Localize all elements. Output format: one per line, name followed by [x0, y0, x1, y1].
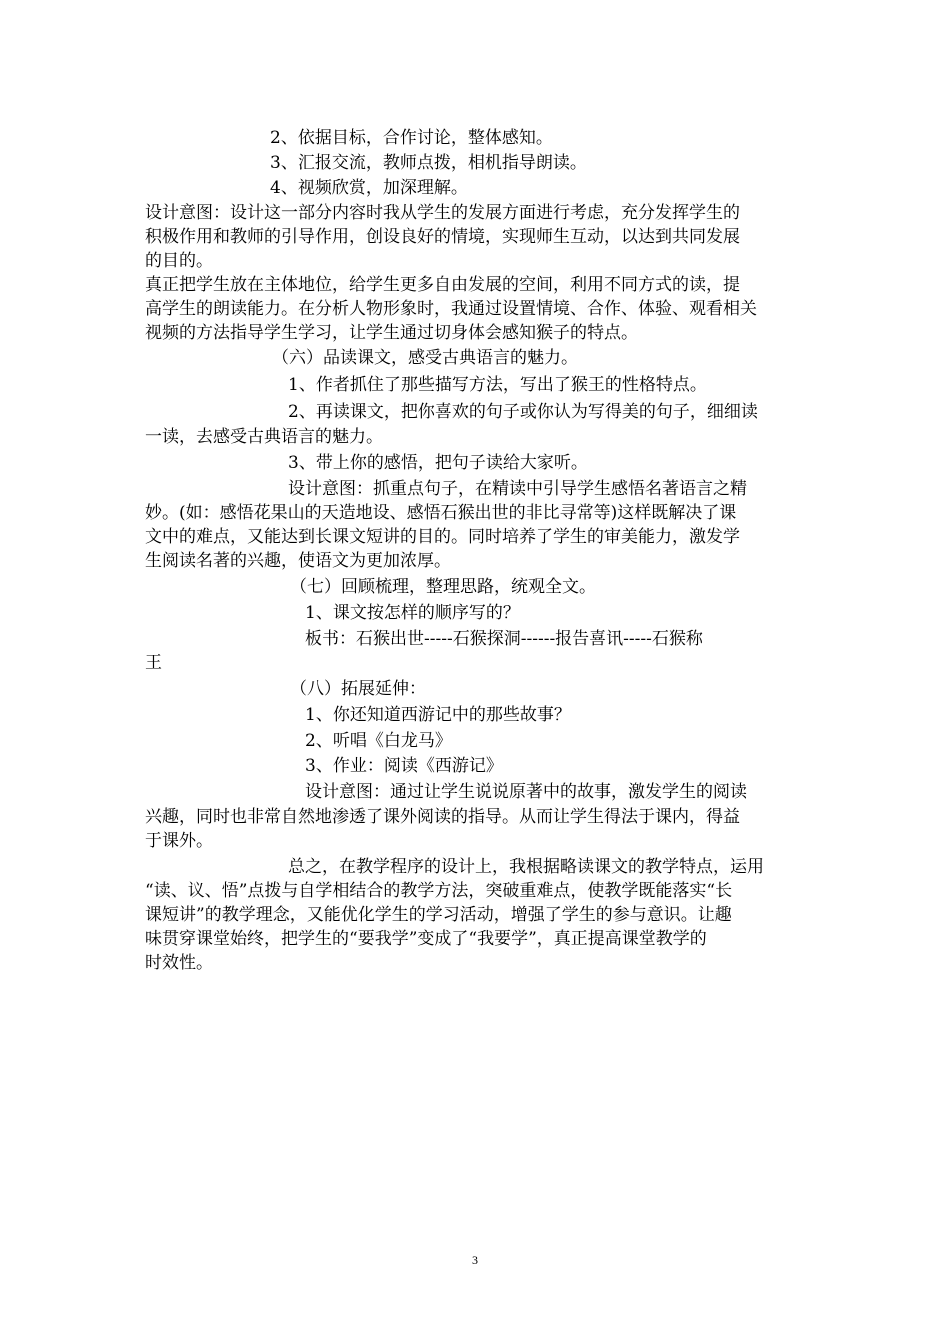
- text-line: 于课外。: [145, 831, 213, 851]
- text-line: 2、再读课文，把你喜欢的句子或你认为写得美的句子，细细读: [288, 402, 758, 422]
- text-line: 4、视频欣赏，加深理解。: [270, 178, 468, 198]
- text-line: 1、你还知道西游记中的那些故事？: [305, 705, 571, 725]
- text-line: 3、带上你的感悟，把句子读给大家听。: [288, 453, 588, 473]
- text-line: 视频的方法指导学生学习，让学生通过切身体会感知猴子的特点。: [145, 323, 638, 343]
- text-line: 1、课文按怎样的顺序写的？: [305, 603, 520, 623]
- text-line: 时效性。: [145, 953, 213, 973]
- text-line: 味贯穿课堂始终，把学生的“要我学”变成了“我要学”，真正提高课堂教学的: [145, 929, 707, 949]
- text-line: “读、议、悟”点拨与自学相结合的教学方法，突破重难点，使教学既能落实“长: [145, 881, 733, 901]
- text-line: 2、听唱《白龙马》: [305, 731, 452, 751]
- text-line: 板书：石猴出世-----石猴探洞------报告喜讯-----石猴称: [305, 629, 703, 649]
- text-line: 积极作用和教师的引导作用，创设良好的情境，实现师生互动，以达到共同发展: [145, 227, 740, 247]
- text-line: 妙。(如：感悟花果山的天造地设、感悟石猴出世的非比寻常等)这样既解决了课: [145, 503, 737, 523]
- text-line: 1、作者抓住了那些描写方法，写出了猴王的性格特点。: [288, 375, 707, 395]
- text-line: 设计意图：通过让学生说说原著中的故事，激发学生的阅读: [305, 782, 747, 802]
- text-line: 文中的难点，又能达到长课文短讲的目的。同时培养了学生的审美能力，激发学: [145, 527, 740, 547]
- text-line: 课短讲”的教学理念，又能优化学生的学习活动，增强了学生的参与意识。让趣: [145, 905, 732, 925]
- text-line: 王: [145, 653, 162, 673]
- text-line: 一读，去感受古典语言的魅力。: [145, 427, 383, 447]
- text-line: 的目的。: [145, 251, 213, 271]
- section-heading: （六）品读课文，感受古典语言的魅力。: [272, 348, 578, 368]
- text-line: 兴趣，同时也非常自然地渗透了课外阅读的指导。从而让学生得法于课内，得益: [145, 807, 740, 827]
- page-number: 3: [472, 1253, 478, 1267]
- text-line: 3、作业：阅读《西游记》: [305, 756, 503, 776]
- text-line: 3、汇报交流，教师点拨，相机指导朗读。: [270, 153, 587, 173]
- text-line: 设计意图：抓重点句子，在精读中引导学生感悟名著语言之精: [288, 479, 747, 499]
- text-line: 生阅读名著的兴趣，使语文为更加浓厚。: [145, 551, 451, 571]
- section-heading: （七）回顾梳理，整理思路，统观全文。: [290, 577, 596, 597]
- text-line: 高学生的朗读能力。在分析人物形象时，我通过设置情境、合作、体验、观看相关: [145, 299, 757, 319]
- text-line: 总之，在教学程序的设计上，我根据略读课文的教学特点，运用: [288, 857, 764, 877]
- text-line: 2、依据目标，合作讨论，整体感知。: [270, 128, 553, 148]
- text-line: 真正把学生放在主体地位，给学生更多自由发展的空间，利用不同方式的读，提: [145, 275, 740, 295]
- section-heading: （八）拓展延伸：: [290, 679, 426, 699]
- text-line: 设计意图：设计这一部分内容时我从学生的发展方面进行考虑，充分发挥学生的: [145, 203, 740, 223]
